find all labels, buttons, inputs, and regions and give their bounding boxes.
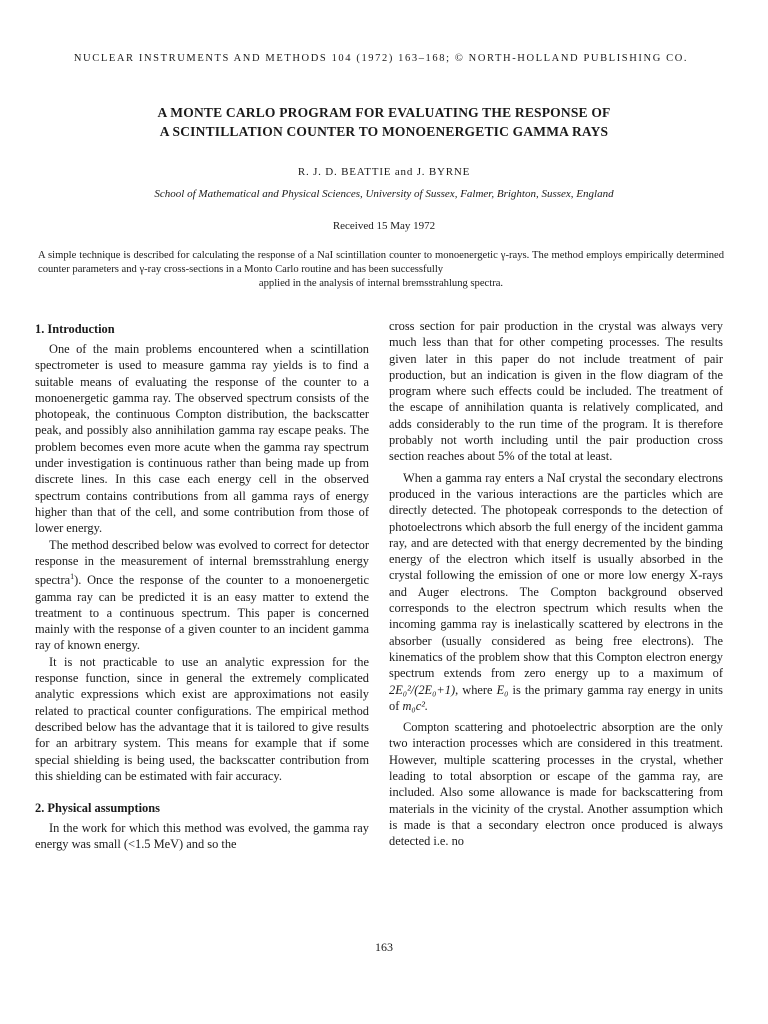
page-number: 163 (375, 940, 393, 954)
abstract-text: A simple technique is described for calculating the response of a NaI scintillation counter to monoenergetic γ-rays. The method employs empirically determined counter parameters and γ-ray cross-sections in a Monto Carlo routine and has been successfully (38, 250, 724, 275)
p2-text-c: is the primary gamma ray energy in units of (389, 682, 723, 713)
title-line-1: A MONTE CARLO PROGRAM FOR EVALUATING THE RESPONSE OF (157, 105, 611, 120)
interaction-processes-paragraph: Compton scattering and photoelectric absorption are the only two interaction processes which are considered in this treatment. However, multiple scattering processes in the crystal, whether leading to total absorption or escape of the gamma ray, are included. Also some allowance is made for backscattering from materials in the vicinity of the crystal. Another assumption which is made is that a secondary electron once produced is always detected i.e. no (389, 720, 723, 849)
affiliation: School of Mathematical and Physical Sciences, University of Sussex, Falmer, Brighton, Sussex, England (154, 188, 614, 200)
abstract-last-line: applied in the analysis of internal bremsstrahlung spectra. (258, 278, 504, 289)
journal-header: NUCLEAR INSTRUMENTS AND METHODS 104 (1972) 163–168; © NORTH-HOLLAND PUBLISHING CO. (73, 53, 689, 64)
abstract (38, 249, 724, 291)
intro-paragraph-2 (35, 537, 369, 654)
p2-text-a: When a gamma ray enters a NaI crystal the secondary electrons produced in the various interactions are the particles which are directly detected. The photopeak corresponds to the detection of photoelectrons which absorb the full energy of the incident gamma ray, and are detected with that energy decremented by the binding energy of the electron which itself is usually absorbed in the crystal following the emission of one or more low energy X-rays and Auger electrons. The Compton background observed corresponds to the electron spectrum which results when the incoming gamma ray is inelastically scattered by electrons in the absorber (usually considered as being free electrons). The kinematics of the problem show that this Compton electron energy spectrum extends from zero energy up to a maximum of (389, 470, 723, 681)
m0c2-symbol: m₀c². (402, 698, 429, 713)
intro-p2-text-b: ). Once the response of the counter to a monoenergetic gamma ray can be predicted it is an easy matter to extend the treatment to a continuous spectrum. This paper is concerned mainly with the response of a given counter to an incident gamma ray of known energy. (35, 573, 369, 653)
secondary-electrons-paragraph (389, 470, 723, 714)
physical-assumptions-paragraph-1: In the work for which this method was evolved, the gamma ray energy was small (<1.5 MeV) and so the (35, 821, 369, 852)
right-column (389, 318, 723, 850)
intro-paragraph-1: One of the main problems encountered when a scintillation spectrometer is used to measure gamma ray yields is to find a suitable means of evaluating the response of the counter to a monoenergetic gamma ray. The observed spectrum consists of the photopeak, the continuous Compton distribution, the backscatter peak, and possibly also annihilation gamma ray escape peaks. The problem becomes even more acute when the gamma ray spectrum under investigation is continuous rather than being made up from discrete lines. In this case each energy cell in the observed spectrum contains contributions from all gamma rays of energy higher than that of the cell, and some contribution from those of lower energy. (35, 342, 369, 536)
e0-symbol: E₀ (496, 682, 509, 697)
p2-text-b: , where (455, 682, 493, 697)
section-1-heading: 1. Introduction (35, 322, 115, 336)
compton-max-formula: 2E₀²/(2E₀+1) (389, 682, 456, 697)
intro-p2-text-a: The method described below was evolved to correct for detector response in the measurement of internal bremsstrahlung energy spectra (35, 537, 369, 588)
reference-1: 1 (70, 572, 75, 582)
received-date: Received 15 May 1972 (332, 220, 436, 232)
intro-paragraph-3: It is not practicable to use an analytic expression for the response function, since in general the extremely complicated analytic expressions which exist are approximations not easily related to practical counter configurations. The empirical method described below has the advantage that it is tailored to give results for an arbitrary system. This means for example that if some special shielding is being used, the backscatter contribution from this shielding can be estimated with fair accuracy. (35, 654, 369, 783)
continued-paragraph: cross section for pair production in the crystal was always very much less than that for other competing processes. The results given later in this paper do not include treatment of pair production, but an indication is given in the flow diagram of the program where such effects could be included. The treatment of the escape of annihilation quanta is relatively complicated, and adds considerably to the run time of the program. It is therefore probably not worth including until the pair production cross section reaches about 5% of the total at least. (389, 319, 723, 464)
title-line-2: A SCINTILLATION COUNTER TO MONOENERGETIC GAMMA RAYS (159, 124, 609, 139)
left-column (35, 318, 369, 853)
authors: R. J. D. BEATTIE and J. BYRNE (297, 166, 471, 178)
paper-title (40, 103, 728, 141)
section-2-heading: 2. Physical assumptions (35, 801, 160, 816)
